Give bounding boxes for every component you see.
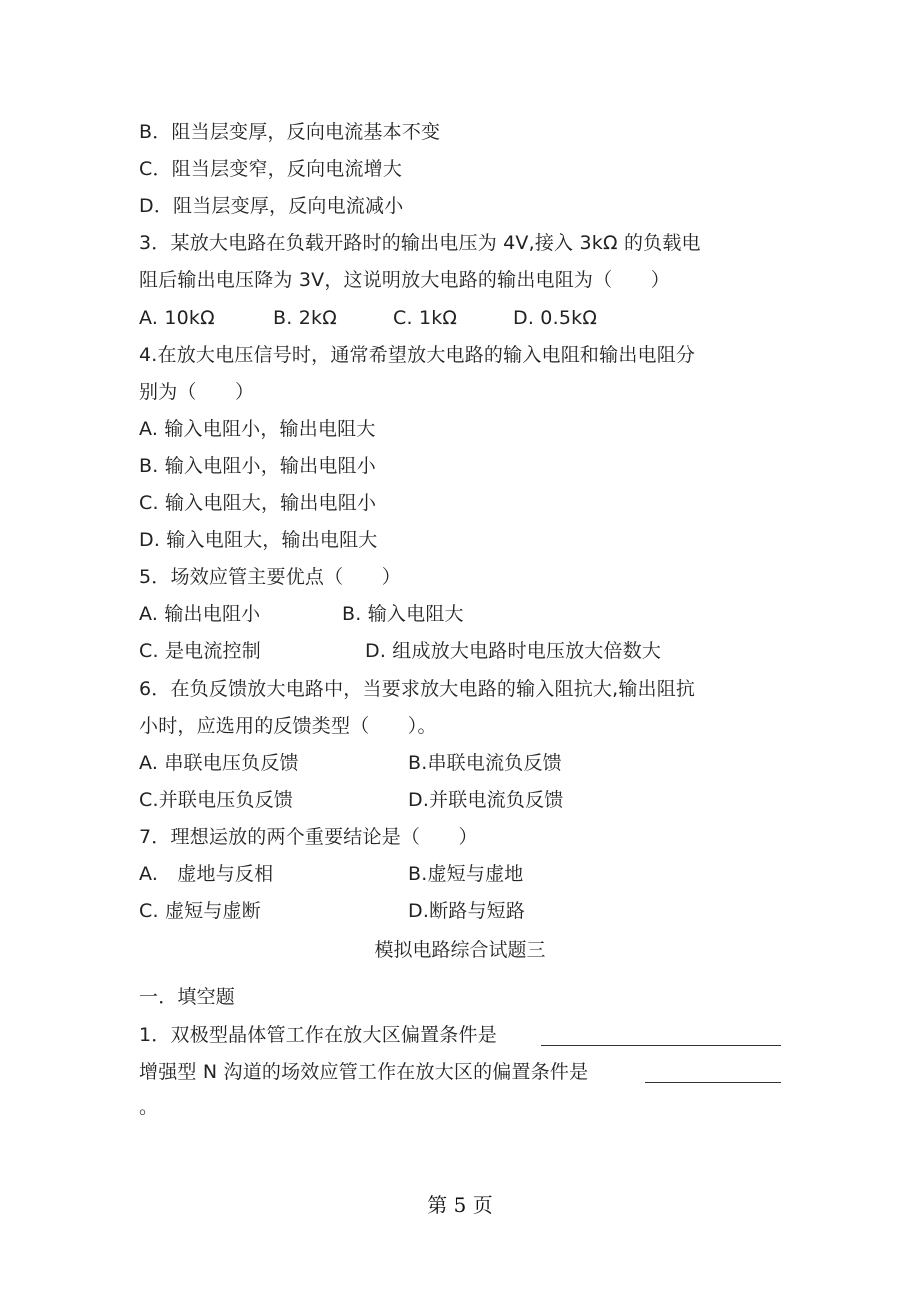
question-6-line-2: 小时，应选用的反馈类型（ ）。 (139, 715, 437, 737)
q5-option-b: B. 输入电阻大 (342, 603, 464, 625)
q4-option-d: D. 输入电阻大，输出电阻大 (139, 529, 378, 551)
q4-option-c: C. 输入电阻大，输出电阻小 (139, 492, 377, 514)
page-number: 第 5 页 (427, 1193, 493, 1217)
question-6-line-1: 6．在负反馈放大电路中，当要求放大电路的输入阻抗大,输出阻抗 (139, 678, 696, 700)
q3-option-b: B. 2kΩ (273, 307, 337, 329)
q7-option-d: D.断路与短路 (408, 900, 526, 922)
q6-option-d: D.并联电流负反馈 (408, 789, 564, 811)
q5-option-c: C. 是电流控制 (139, 640, 261, 662)
fill-question-1-line-1: 1．双极型晶体管工作在放大区偏置条件是 (139, 1024, 497, 1046)
q3-option-a: A. 10kΩ (139, 307, 215, 329)
question-4-line-2: 别为（ ） (139, 381, 255, 403)
option-d-text: D．阻当层变厚，反向电流减小 (139, 195, 404, 217)
question-4-line-1: 4.在放大电压信号时，通常希望放大电路的输入电阻和输出电阻分 (139, 344, 696, 366)
fill-question-1-line-3: 。 (139, 1096, 159, 1118)
q3-option-d: D. 0.5kΩ (513, 307, 598, 329)
question-5: 5．场效应管主要优点（ ） (139, 566, 401, 588)
answer-blank-2[interactable] (645, 1082, 781, 1083)
q4-option-b: B. 输入电阻小，输出电阻小 (139, 455, 376, 477)
q4-option-a: A. 输入电阻小，输出电阻大 (139, 418, 376, 440)
option-b-text: B．阻当层变厚，反向电流基本不变 (139, 121, 441, 143)
question-3-line-1: 3．某放大电路在负载开路时的输出电压为 4V,接入 3kΩ 的负载电 (139, 232, 701, 254)
q3-option-c: C. 1kΩ (393, 307, 458, 329)
answer-blank-1[interactable] (541, 1045, 781, 1046)
q6-option-b: B.串联电流负反馈 (408, 752, 562, 774)
section-heading: 一．填空题 (139, 986, 236, 1008)
q7-option-c: C. 虚短与虚断 (139, 900, 261, 922)
q5-option-d: D. 组成放大电路时电压放大倍数大 (365, 640, 662, 662)
exam-title: 模拟电路综合试题三 (374, 939, 546, 961)
fill-question-1-line-2: 增强型 N 沟道的场效应管工作在放大区的偏置条件是 (139, 1061, 589, 1083)
q6-option-c: C.并联电压负反馈 (139, 789, 294, 811)
q7-option-a: A. 虚地与反相 (139, 863, 274, 885)
question-7: 7．理想运放的两个重要结论是（ ） (139, 826, 478, 848)
question-3-line-2: 阻后输出电压降为 3V，这说明放大电路的输出电阻为（ ） (139, 269, 670, 291)
option-c-text: C．阻当层变窄，反向电流增大 (139, 158, 403, 180)
q7-option-b: B.虚短与虚地 (408, 863, 524, 885)
q5-option-a: A. 输出电阻小 (139, 603, 261, 625)
q6-option-a: A. 串联电压负反馈 (139, 752, 299, 774)
